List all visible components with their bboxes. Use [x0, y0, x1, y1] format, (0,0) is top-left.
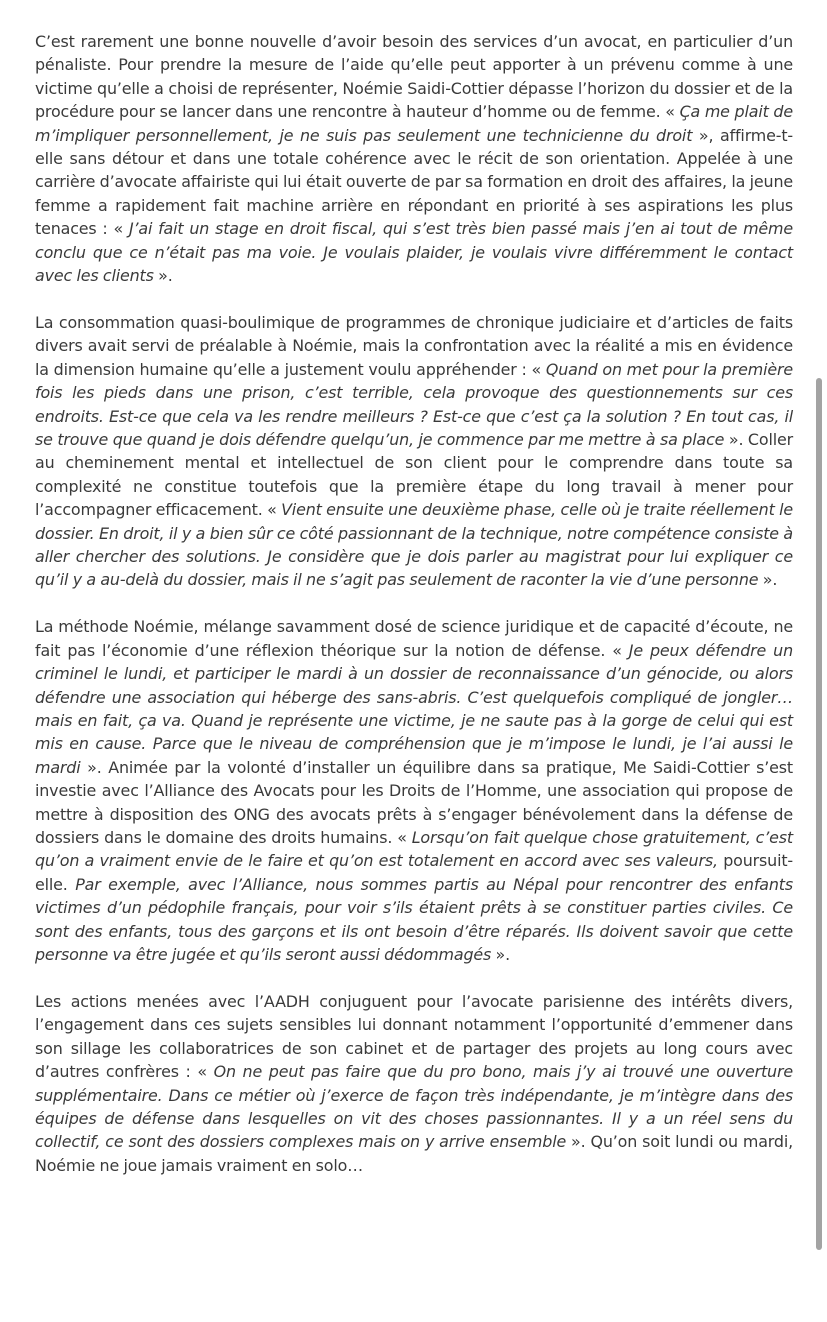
- text-run: poursuit-elle.: [35, 851, 793, 894]
- text-run: La consommation quasi-boulimique de programmes de chronique judiciaire et d’articles de faits divers avait servi de préalable à Noémie, mais la confrontation avec la réalité a mis en évidence la dimension humaine qu’elle a justement voulu appréhender : «: [35, 312, 793, 379]
- text-run: Les actions menées avec l’AADH conjuguent pour l’avocate parisienne des intérêts divers, l’engagement dans ces sujets sensibles lui donnant notamment l’opportunité d’emmener dans son sillage les collaboratrices de son cabinet et de partager des projets au long cours avec d’autres confrères : «: [35, 991, 793, 1082]
- quote-run: Par exemple, avec l’Alliance, nous sommes partis au Népal pour rencontrer des enfants victimes d’un pédophile français, pour voir s’ils étaient prêts à se constituer parties civiles. Ce sont des enfants, tous des garçons et ils ont besoin d’être réparés. Ils doivent savoir que cette personne va être jugée et qu’ils seront aussi dédommagés: [35, 874, 793, 965]
- text-run: ». Coller au cheminement mental et intellectuel de son client pour le comprendre dans toute sa complexité ne constitue toutefois que la première étape du long travail à mener pour l’accompagner efficacement. «: [35, 430, 793, 520]
- quote-run: J’ai fait un stage en droit fiscal, qui s’est très bien passé mais j’en ai tout de même conclu que ce n’était pas ma voie. Je voulais plaider, je voulais vivre différemment le contact avec les clients: [35, 219, 793, 286]
- vertical-scrollbar-thumb[interactable]: [816, 378, 822, 1250]
- paragraph-3: [35, 615, 793, 966]
- quote-run: On ne peut pas faire que du pro bono, mais j’y ai trouvé une ouverture supplémentaire. Dans ce métier où j’exerce de façon très indépendante, je m’intègre dans des équipes de défense dans lesquelles on vit des choses passionnantes. Il y a un réel sens du collectif, ce sont des dossiers complexes mais on y arrive ensemble: [35, 1062, 793, 1152]
- text-run: ».: [491, 945, 511, 965]
- quote-run: Quand on met pour la première fois les pieds dans une prison, c’est terrible, cela provoque des questionnements sur ces endroits. Est-ce que cela va les rendre meilleurs ? Est-ce que c’est ça la solution ? En tout cas, il se trouve que quand je dois défendre quelqu’un, je commence par me mettre à sa place: [35, 359, 793, 449]
- quote-run: Je peux défendre un criminel le lundi, et participer le mardi à un dossier de reconnaissance d’un génocide, ou alors défendre une association qui héberge des sans-abris. C’est quelquefois compliqué de jongler… mais en fait, ça va. Quand je représente une victime, je ne saute pas à la gorge de celui qui est mis en cause. Parce que le niveau de compréhension que je m’impose le lundi, je l’ai aussi le mardi: [35, 640, 793, 777]
- quote-run: Vient ensuite une deuxième phase, celle où je traite réellement le dossier. En droit, il y a bien sûr ce côté passionnant de la technique, notre compétence consiste à aller chercher des solutions. Je considère que je dois parler au magistrat pour lui expliquer ce qu’il y a au-delà du dossier, mais il ne s’agit pas seulement de raconter la vie d’une personne: [35, 500, 793, 590]
- quote-run: Lorsqu’on fait quelque chose gratuitement, c’est qu’on a vraiment envie de le faire et qu’on est totalement en accord avec ses valeurs,: [35, 828, 794, 871]
- paragraph-2: [35, 311, 793, 592]
- paragraph-1: [35, 30, 793, 287]
- text-run: ». Qu’on soit lundi ou mardi, Noémie ne joue jamais vraiment en solo…: [35, 1132, 794, 1175]
- text-run: ». Animée par la volonté d’installer un équilibre dans sa pratique, Me Saidi-Cottier s’est investie avec l’Alliance des Avocats pour les Droits de l’Homme, une association qui propose de mettre à disposition des ONG des avocats prêts à s’engager bénévolement dans la défense de dossiers dans le domaine des droits humains. «: [35, 757, 793, 847]
- article-body: [35, 30, 793, 1201]
- text-run: C’est rarement une bonne nouvelle d’avoir besoin des services d’un avocat, en particulier d’un pénaliste. Pour prendre la mesure de l’aide qu’elle peut apporter à un prévenu comme à une victime qu’elle a choisi de représenter, Noémie Saidi-Cottier dépasse l’horizon du dossier et de la procédure pour se lancer dans une rencontre à hauteur d’homme ou de femme. «: [35, 32, 793, 122]
- text-run: La méthode Noémie, mélange savamment dosé de science juridique et de capacité d’écoute, ne fait pas l’économie d’une réflexion théorique sur la notion de défense. «: [35, 617, 793, 660]
- paragraph-4: [35, 990, 793, 1177]
- text-run: ».: [758, 570, 778, 590]
- text-run: ».: [153, 266, 173, 286]
- text-run: », affirme-t-elle sans détour et dans une totale cohérence avec le récit de son orientation. Appelée à une carrière d’avocate affairiste qui lui était ouverte de par sa formation en droit des affaires, la jeune femme a rapidement fait machine arrière en répondant en priorité à ses aspirations les plus tenaces : «: [35, 125, 794, 239]
- quote-run: Ça me plait de m’impliquer personnellement, je ne suis pas seulement une technicienne du droit: [35, 102, 793, 145]
